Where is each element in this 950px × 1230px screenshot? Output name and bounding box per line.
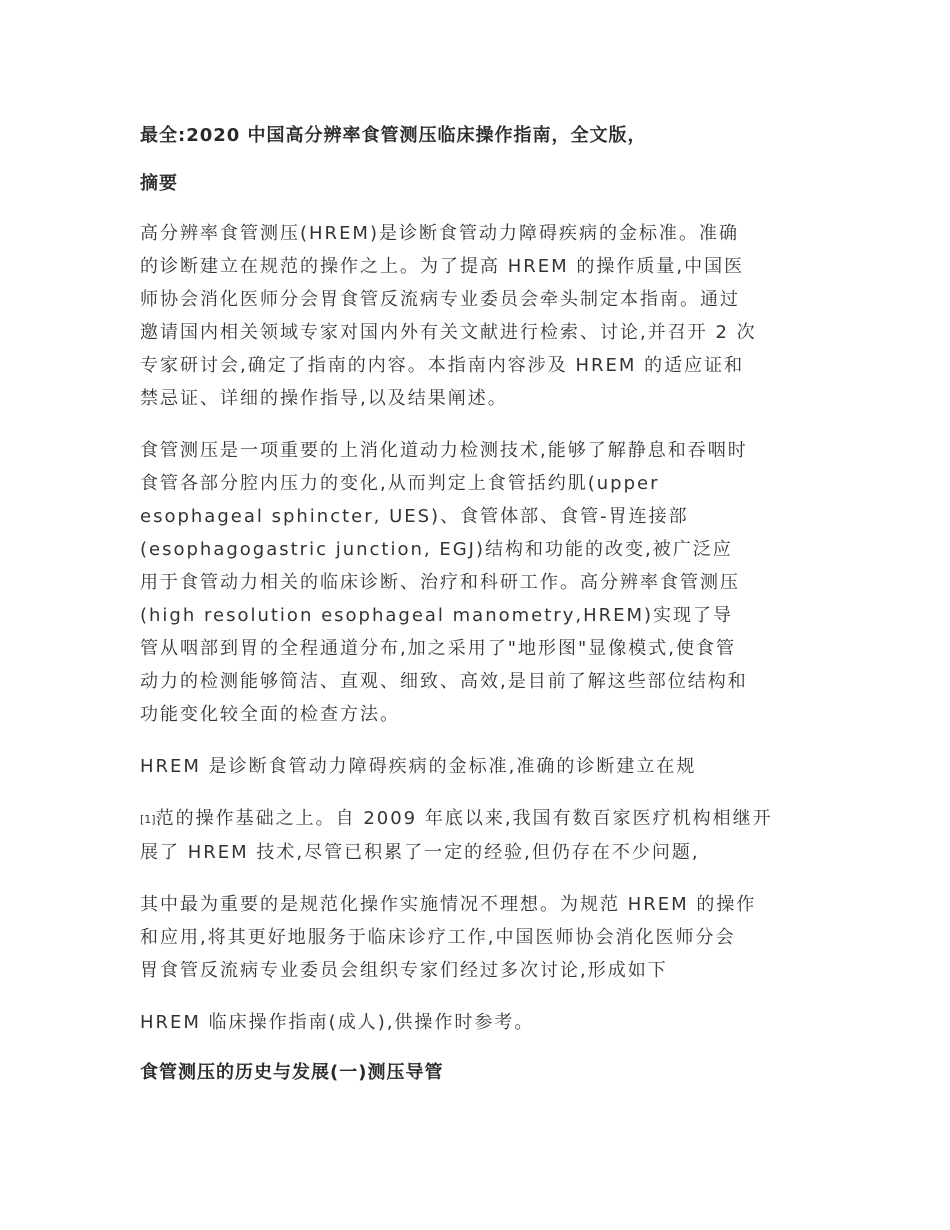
citation-mark: [1] bbox=[140, 813, 156, 826]
text-line: (esophagogastric junction, EGJ)结构和功能的改变,被广泛应 bbox=[140, 539, 733, 560]
text-line: HREM 是诊断食管动力障碍疾病的金标准,准确的诊断建立在规 bbox=[140, 756, 697, 777]
text-line: 禁忌证、详细的操作指导,以及结果阐述。 bbox=[140, 388, 508, 409]
text-line: 动力的检测能够简洁、直观、细致、高效,是目前了解这些部位结构和 bbox=[140, 671, 748, 692]
guideline-reference-paragraph bbox=[140, 1006, 810, 1039]
text-line: 和应用,将其更好地服务于临床诊疗工作,中国医师协会消化医师分会 bbox=[140, 927, 736, 948]
text-line bbox=[140, 802, 810, 836]
text-line: (high resolution esophageal manometry,HREM)实现了导 bbox=[140, 605, 734, 626]
text-line: 用于食管动力相关的临床诊断、治疗和科研工作。高分辨率食管测压 bbox=[140, 572, 740, 593]
manometry-intro-paragraph bbox=[140, 434, 810, 731]
text-line: 其中最为重要的是规范化操作实施情况不理想。为规范 HREM 的操作 bbox=[140, 894, 757, 915]
text-line: esophageal sphincter, UES)、食管体部、食管-胃连接部 bbox=[140, 506, 689, 527]
hrem-gold-standard-paragraph bbox=[140, 750, 810, 783]
text-line: 管从咽部到胃的全程通道分布,加之采用了"地形图"显像模式,使食管 bbox=[140, 638, 736, 659]
text-line: 功能变化较全面的检查方法。 bbox=[140, 704, 400, 725]
text-line: 展了 HREM 技术,尽管已积累了一定的经验,但仍存在不少问题, bbox=[140, 842, 700, 863]
standardization-paragraph bbox=[140, 888, 810, 987]
document-title: 最全:2020 中国高分辨率食管测压临床操作指南，全文版， bbox=[140, 125, 647, 146]
section-heading: 食管测压的历史与发展(一)测压导管 bbox=[140, 1062, 444, 1083]
text-line: 高分辨率食管测压(HREM)是诊断食管动力障碍疾病的金标准。准确 bbox=[140, 223, 739, 244]
text-line: 专家研讨会,确定了指南的内容。本指南内容涉及 HREM 的适应证和 bbox=[140, 355, 745, 376]
text-line: 胃食管反流病专业委员会组织专家们经过多次讨论,形成如下 bbox=[140, 960, 668, 981]
text-line: 食管各部分腔内压力的变化,从而判定上食管括约肌(upper bbox=[140, 473, 660, 494]
text-fragment: 范的操作基础之上。自 2009 年底以来,我国有数百家医疗机构相继开 bbox=[155, 808, 773, 829]
text-line: 的诊断建立在规范的操作之上。为了提高 HREM 的操作质量,中国医 bbox=[140, 256, 745, 277]
abstract-heading: 摘要 bbox=[140, 173, 178, 194]
document-page bbox=[140, 112, 810, 1087]
text-line: HREM 临床操作指南(成人),供操作时参考。 bbox=[140, 1012, 535, 1033]
text-line: 师协会消化医师分会胃食管反流病专业委员会牵头制定本指南。通过 bbox=[140, 289, 740, 310]
history-paragraph bbox=[140, 802, 810, 869]
abstract-paragraph bbox=[140, 217, 810, 415]
text-line: 邀请国内相关领域专家对国内外有关文献进行检索、讨论,并召开 2 次 bbox=[140, 322, 757, 343]
text-line: 食管测压是一项重要的上消化道动力检测技术,能够了解静息和吞咽时 bbox=[140, 440, 748, 461]
